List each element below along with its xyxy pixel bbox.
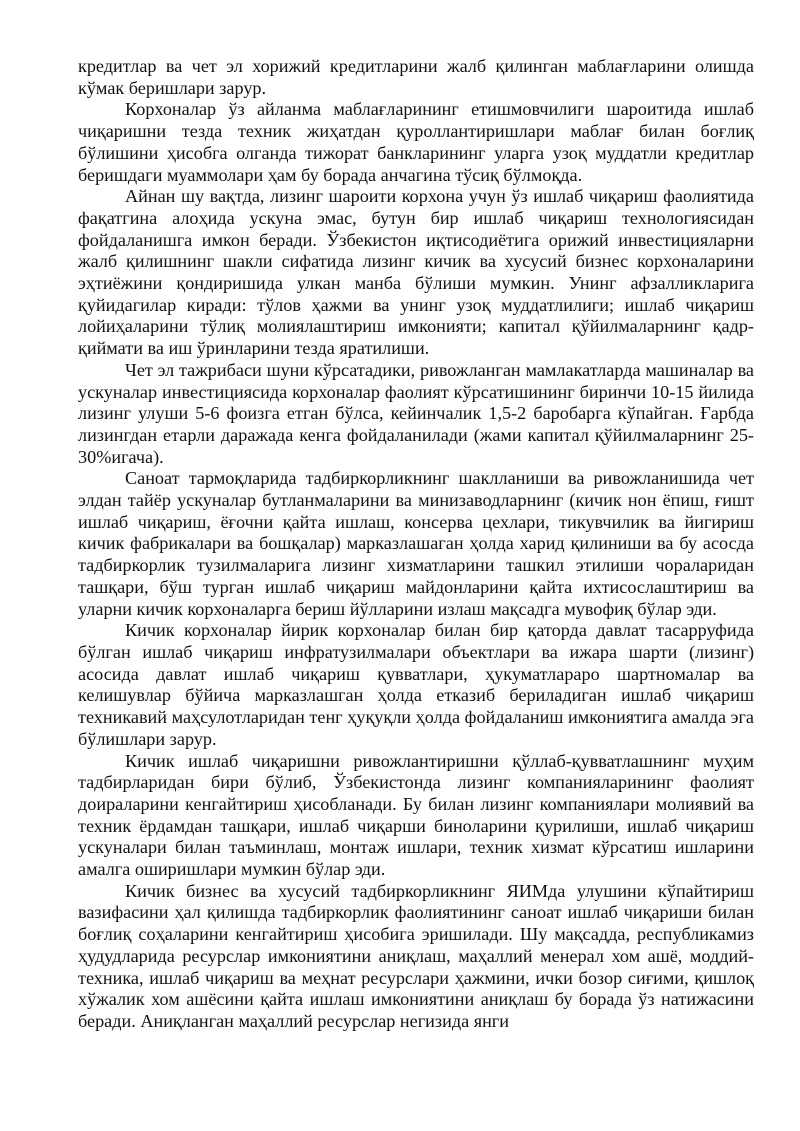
paragraph-8: Кичик бизнес ва хусусий тадбиркорликнинг ЯИМда улушини кўпайтириш вазифасини ҳал қилишда тадбиркорлик фаолиятининг саноат ишлаб чиқариши билан боғлиқ соҳаларини кенгайтириш ҳисобига эришилади. Шу мақсадда, республикамиз ҳудудларида ресурслар имкониятини аниқлаш, маҳаллий менерал хом ашё, моддий-техника, ишлаб чиқариш ва меҳнат ресурслари ҳажмини, ички бозор сиғими, қишлоқ хўжалик хом ашёсини қайта ишлаш имкониятини аниқлаш бу борада ўз натижасини беради. Аниқланган маҳаллий ресурслар негизида янги bbox=[78, 880, 754, 1031]
paragraph-4: Чет эл тажрибаси шуни кўрсатадики, ривожланган мамлакатларда машиналар ва ускуналар инвестициясида корхоналар фаолият кўрсатишининг биринчи 10-15 йилида лизинг улуши 5-6 фоизга етган бўлса, кейинчалик 1,5-2 баробарга кўпайган. Ғарбда лизингдан етарли даражада кенга фойдаланилади (жами капитал қўйилмаларнинг 25-30%игача). bbox=[78, 359, 754, 467]
paragraph-2: Корхоналар ўз айланма маблағларининг етишмовчилиги шароитида ишлаб чиқаришни тезда техник жиҳатдан қуроллантиришлари маблағ билан боғлиқ бўлишини ҳисобга олганда тижорат банкларининг уларга узоқ муддатли кредитлар беришдаги муаммолари ҳам бу борада анчагина тўсиқ бўлмоқда. bbox=[78, 99, 754, 185]
paragraph-7: Кичик ишлаб чиқаришни ривожлантиришни қўллаб-қувватлашнинг муҳим тадбирларидан бири бўлиб, Ўзбекистонда лизинг компанияларининг фаолият доираларини кенгайтириш ҳисобланади. Бу билан лизинг компаниялари молиявий ва техник ёрдамдан ташқари, ишлаб чиқарши биноларини қурилиши, ишлаб чиқариш ускуналари билан таъминлаш, монтаж ишлари, техник хизмат кўрсатиш ишларини амалга оширишлари мумкин бўлар эди. bbox=[78, 750, 754, 880]
paragraph-5: Саноат тармоқларида тадбиркорликнинг шаклланиши ва ривожланишида чет элдан тайёр ускуналар бутланмаларини ва минизаводларнинг (кичик нон ёпиш, ғишт ишлаб чиқариш, ёғочни қайта ишлаш, консерва цехлари, тикувчилик ва йигириш кичик фабрикалари ва бошқалар) марказлашаган ҳолда харид қилиниши ва бу асосда тадбиркорлик тузилмаларига лизинг хизматларини ташкил этилиши чораларидан ташқари, бўш турган ишлаб чиқариш майдонларини қайта ихтисослаштириш ва уларни кичик корхоналарга бериш йўлларини излаш мақсадга мувофиқ бўлар эди. bbox=[78, 468, 754, 619]
paragraph-3: Айнан шу вақтда, лизинг шароити корхона учун ўз ишлаб чиқариш фаолиятида фақатгина алоҳида ускуна эмас, бутун бир ишлаб чиқариш технологиясидан фойдаланишга имкон беради. Ўзбекистон иқтисодиётига орижий инвестицияларни жалб қилишнинг шакли сифатида лизинг кичик ва хусусий бизнес корхоналарини эҳтиёжини қондиришида улкан манба бўлиши мумкин. Унинг афзалликларига қуйидагилар киради: тўлов ҳажми ва унинг узоқ муддатлилиги; ишлаб чиқариш лойиҳаларини тўлиқ молиялаштириш имконияти; капитал қўйилмаларнинг қадр-қиймати ва иш ўринларини тезда яратилиши. bbox=[78, 186, 754, 359]
paragraph-6: Кичик корхоналар йирик корхоналар билан бир қаторда давлат тасарруфида бўлган ишлаб чиқариш инфратузилмалари объектлари ва ижара шарти (лизинг) асосида давлат ишлаб чиқариш қувватлари, ҳукуматлараро шартномалар ва келишувлар бўйича марказлашган ҳолда етказиб бериладиган ишлаб чиқариш техникавий маҳсулотларидан тенг ҳуқуқли ҳолда фойдаланиш имкониятига амалда эга бўлишлари зарур. bbox=[78, 620, 754, 749]
paragraph-1: кредитлар ва чет эл хорижий кредитларини жалб қилинган маблағларини олишда кўмак беришлари зарур. bbox=[78, 56, 754, 98]
document-page bbox=[78, 56, 754, 1033]
